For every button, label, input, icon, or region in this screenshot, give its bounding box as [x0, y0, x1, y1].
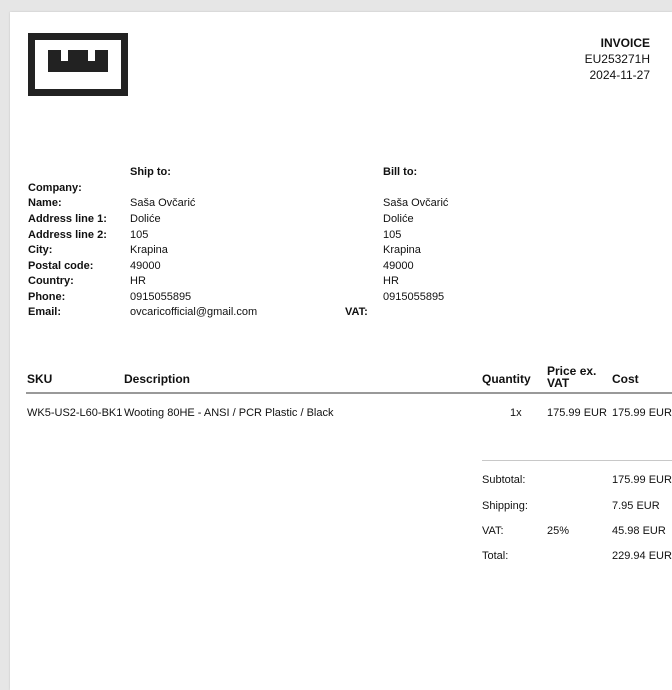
invoice-title: INVOICE	[600, 36, 650, 50]
label-city: City:	[28, 244, 53, 256]
ship-address1: Doliće	[130, 213, 161, 225]
vat-label: VAT:	[482, 525, 504, 537]
vat-value: 45.98 EUR	[612, 525, 666, 537]
col-cost: Cost	[612, 372, 639, 386]
shipping-label: Shipping:	[482, 500, 528, 512]
row-quantity: 1x	[510, 407, 522, 419]
col-price	[547, 365, 596, 389]
totals-divider	[482, 460, 672, 461]
label-name: Name:	[28, 197, 62, 209]
bill-postal: 49000	[383, 260, 414, 272]
ship-name: Saša Ovčarić	[130, 197, 196, 209]
col-price-line2: VAT	[547, 376, 570, 390]
bill-country: HR	[383, 275, 399, 287]
col-description: Description	[124, 372, 191, 386]
ship-postal: 49000	[130, 260, 161, 272]
row-sku: WK5-US2-L60-BK1	[27, 407, 123, 419]
ship-city: Krapina	[130, 244, 168, 256]
ship-email: ovcaricofficial@gmail.com	[130, 306, 258, 318]
total-value: 229.94 EUR	[612, 550, 672, 562]
col-price-line1: Price ex.	[547, 364, 597, 378]
ship-to-heading: Ship to:	[130, 166, 171, 178]
invoice-header	[585, 35, 650, 83]
label-address1: Address line 1:	[28, 213, 107, 225]
invoice-date: 2024-11-27	[589, 68, 650, 82]
invoice-number: EU253271H	[584, 52, 650, 66]
label-email: Email:	[28, 306, 62, 318]
bill-to-heading: Bill to:	[383, 166, 418, 178]
company-logo	[28, 33, 128, 96]
vat-rate: 25%	[547, 525, 570, 537]
label-address2: Address line 2:	[28, 229, 107, 241]
label-postal: Postal code:	[28, 260, 94, 272]
row-description: Wooting 80HE - ANSI / PCR Plastic / Black	[124, 407, 334, 419]
row-cost: 175.99 EUR	[612, 407, 672, 419]
col-quantity: Quantity	[482, 372, 531, 386]
total-label: Total:	[482, 550, 509, 562]
bill-city: Krapina	[383, 244, 421, 256]
ship-country: HR	[130, 275, 146, 287]
subtotal-value: 175.99 EUR	[612, 474, 672, 486]
label-country: Country:	[28, 275, 74, 287]
invoice-page	[10, 12, 672, 690]
bill-name: Saša Ovčarić	[383, 197, 449, 209]
subtotal-label: Subtotal:	[482, 474, 526, 486]
col-sku: SKU	[27, 372, 53, 386]
row-price: 175.99 EUR	[547, 407, 607, 419]
header-divider	[26, 392, 672, 394]
bill-phone: 0915055895	[383, 291, 445, 303]
shipping-value: 7.95 EUR	[612, 500, 660, 512]
label-phone: Phone:	[28, 291, 66, 303]
label-company: Company:	[28, 182, 82, 194]
bill-address1: Doliće	[383, 213, 414, 225]
ship-phone: 0915055895	[130, 291, 192, 303]
ship-address2: 105	[130, 229, 149, 241]
bill-address2: 105	[383, 229, 402, 241]
label-vat: VAT:	[345, 306, 368, 318]
